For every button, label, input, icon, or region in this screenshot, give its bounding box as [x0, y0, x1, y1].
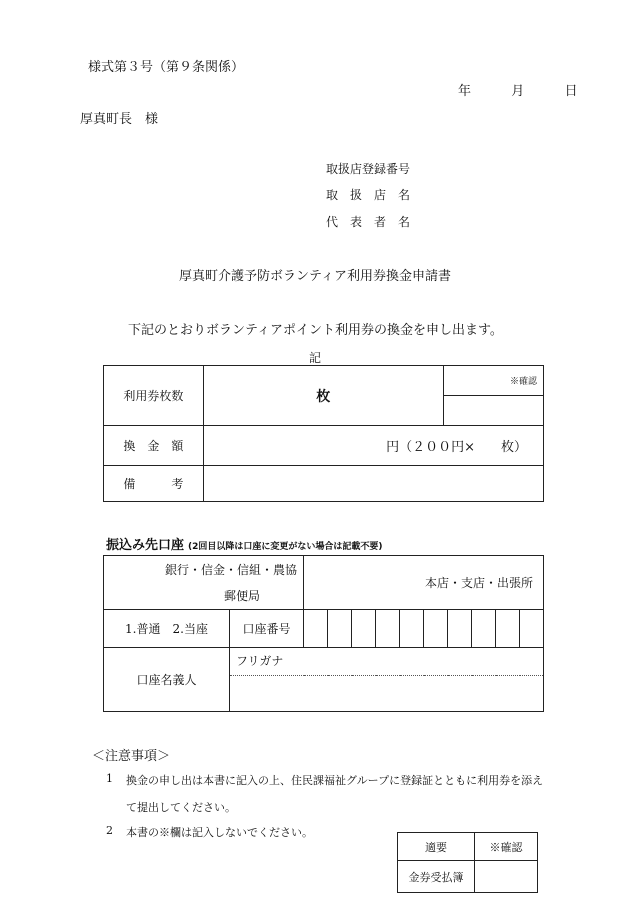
account-number-label: 口座番号	[230, 610, 304, 648]
bank-account-table	[103, 555, 544, 712]
ticket-count-field[interactable]	[203, 366, 443, 426]
note-2-number: 2	[106, 824, 113, 837]
account-type-label: 1.普通 2.当座	[125, 622, 208, 636]
furigana-field[interactable]	[230, 648, 544, 676]
account-holder-label: 口座名義人	[104, 648, 230, 712]
branch-types-label: 本店・支店・出張所	[424, 576, 533, 590]
shop-registration-number-label: 取扱店登録番号	[326, 162, 411, 176]
office-confirm-header: ※確認	[475, 833, 538, 861]
representative-name-label: 代 表 者 名	[326, 215, 411, 229]
ticket-count-label: 利用券枚数	[104, 366, 204, 426]
bank-types-label: 銀行・信金・信組・農協	[164, 562, 297, 577]
note-1-line1: 換金の申し出は本書に記入の上、住民課福祉グループに登録証とともに利用券を添え	[126, 774, 544, 787]
post-office-label: 郵便局	[224, 588, 261, 603]
note-1-number: 1	[106, 772, 113, 785]
note-2-line1: 本書の※欄は記入しないでください。	[126, 826, 313, 839]
account-digit-cell[interactable]	[520, 610, 544, 648]
remarks-field[interactable]	[203, 466, 543, 502]
amount-field[interactable]	[203, 426, 543, 466]
account-digit-cell[interactable]	[424, 610, 448, 648]
ticket-unit: 枚	[316, 388, 331, 405]
account-digit-cell[interactable]	[352, 610, 376, 648]
form-number: 様式第３号（第９条関係）	[88, 60, 245, 75]
confirm-stamp-cell[interactable]	[443, 396, 543, 426]
addressee: 厚真町長 様	[80, 112, 159, 127]
document-title: 厚真町介護予防ボランティア利用券換金申請書	[179, 269, 451, 284]
date-month: 月	[511, 84, 525, 99]
office-use-table	[397, 832, 538, 893]
account-digit-cell[interactable]	[448, 610, 472, 648]
date-year: 年	[458, 84, 472, 99]
lead-sentence: 下記のとおりボランティアポイント利用券の換金を申し出ます。	[128, 323, 503, 338]
remarks-label: 備 考	[104, 466, 204, 502]
date-day: 日	[564, 84, 578, 99]
ki-heading: 記	[308, 351, 321, 365]
account-digit-cell[interactable]	[472, 610, 496, 648]
summary-header: 適要	[398, 833, 475, 861]
bank-heading-text: 振込み先口座	[106, 538, 185, 553]
shop-name-label: 取 扱 店 名	[326, 188, 411, 202]
bank-heading	[106, 534, 383, 553]
voucher-ledger-label: 金券受払簿	[398, 861, 475, 893]
date-line	[458, 80, 578, 99]
notes-title: ＜注意事項＞	[92, 749, 171, 764]
account-holder-name-field[interactable]	[230, 676, 544, 712]
bank-name-field[interactable]	[104, 556, 304, 610]
account-digit-cell[interactable]	[328, 610, 352, 648]
bank-heading-note: (2回目以降は口座に変更がない場合は記載不要)	[188, 542, 383, 552]
account-digit-cell[interactable]	[304, 610, 328, 648]
office-confirm-stamp-cell[interactable]	[475, 861, 538, 893]
branch-field[interactable]	[304, 556, 544, 610]
account-type-field[interactable]	[104, 610, 230, 648]
account-digit-cell[interactable]	[376, 610, 400, 648]
furigana-label: フリガナ	[236, 654, 284, 668]
account-digit-cell[interactable]	[400, 610, 424, 648]
amount-text: 円（２００円× 枚）	[386, 440, 527, 455]
confirm-header: ※確認	[443, 366, 543, 396]
note-1-line2: て提出してください。	[126, 801, 236, 814]
application-table	[103, 365, 544, 502]
amount-label: 換 金 額	[104, 426, 204, 466]
account-digit-cell[interactable]	[496, 610, 520, 648]
